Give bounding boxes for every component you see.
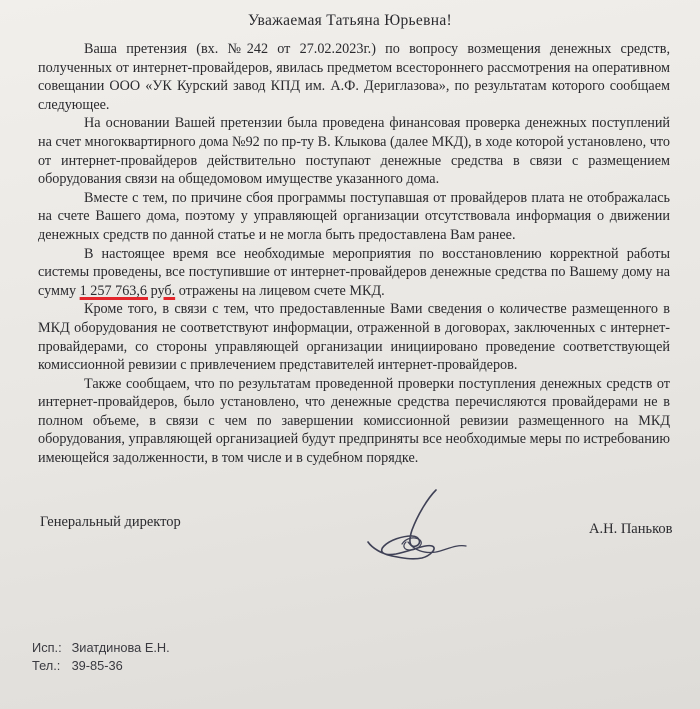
phone-label: Тел.: bbox=[32, 658, 61, 673]
signer-name: А.Н. Паньков bbox=[589, 521, 673, 537]
paragraph-restoration bbox=[38, 245, 670, 301]
letter-body bbox=[38, 40, 670, 468]
restoration-text-before: В настоящее время все необходимые мероприятия по восстановлению корректной работы системы проведены, все поступившие от интернет-провайдеров денежные средства по Вашему дому на сумму bbox=[38, 245, 670, 299]
executor-line bbox=[32, 639, 170, 657]
paragraph-software-failure: Вместе с тем, по причине сбоя программы поступавшая от провайдеров плата не отображалась на счете Вашего дома, поэтому у управляющей организации отсутствовала информация о движении денежных средств по данной статье и не могла быть предоставлена Вам ранее. bbox=[38, 189, 670, 243]
salutation: Уважаемая Татьяна Юрьевна! bbox=[248, 12, 452, 29]
executor-name: Зиатдинова Е.Н. bbox=[71, 640, 170, 655]
paragraph-debt-collection: Также сообщаем, что по результатам проведенной проверки поступления денежных средств от интернет-провайдеров, было установлено, что денежные средства перечисляются провайдерами не в полном объеме, в связи с чем по завершении комиссионной ревизии размещенного на МКД оборудования, управляющей организацией будут предприняты все необходимые меры по истребованию имеющейся задолженности, в том числе и в судебном порядке. bbox=[38, 375, 670, 467]
restoration-text-after: отражены на лицевом счете МКД. bbox=[175, 282, 385, 299]
signatory-title: Генеральный директор bbox=[40, 514, 181, 530]
executor-block bbox=[32, 639, 170, 675]
paragraph-revision: Кроме того, в связи с тем, что предоставленные Вами сведения о количестве размещенного в МКД оборудования не соответствуют информации, отраженной в договорах, заключенных с интернет-провайдерами, со стороны управляющей организации инициировано проведение соответствующей комиссионной ревизии с привлечением представителей интернет-провайдеров. bbox=[38, 301, 670, 374]
handwritten-signature bbox=[362, 484, 482, 574]
paragraph-claim: Ваша претензия (вх. №242 от 27.02.2023г.) по вопросу возмещения денежных средств, полученных от интернет-провайдеров, явилась предметом всестороннего рассмотрения на оперативном совещании ООО «УК Курский завод КПД им. А.Ф. Дериглазова», по результатам которого сообщаем следующее. bbox=[38, 41, 670, 113]
paragraph-audit: На основании Вашей претензии была проведена финансовая проверка денежных поступлений на счет многоквартирного дома №92 по пр-ту В. Клыкова (далее МКД), в ходе которой установлено, что от интернет-провайдеров действительно поступают денежные средства в связи с размещением оборудования связи на общедомовом имуществе указанного дома. bbox=[38, 115, 670, 188]
executor-label: Исп.: bbox=[32, 640, 62, 655]
phone-number: 39-85-36 bbox=[71, 658, 123, 673]
highlighted-amount: 1 257 763,6 руб. bbox=[79, 282, 176, 299]
phone-line bbox=[32, 657, 170, 675]
